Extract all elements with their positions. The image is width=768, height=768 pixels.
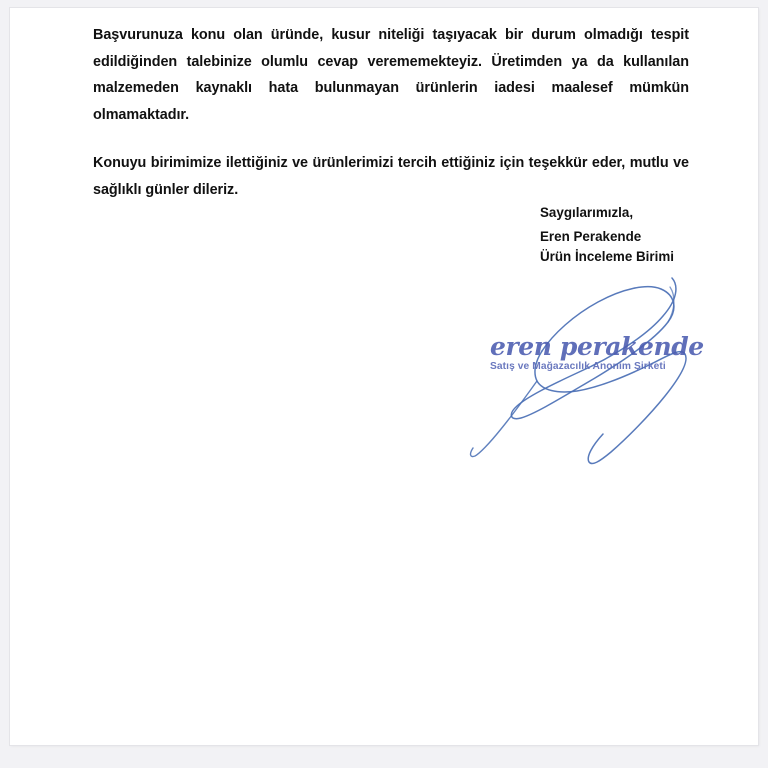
closing-department: Ürün İnceleme Birimi <box>540 248 674 264</box>
stamp-subtitle: Satış ve Mağazacılık Anonim Şirketi <box>490 361 666 372</box>
signature-area <box>465 266 715 481</box>
closing-salutation: Saygılarımızla, <box>540 205 634 220</box>
paragraph-1: Başvurunuza konu olan üründe, kusur niteliği taşıyacak bir durum olmadığı tespit edildiğinden talebinize olumlu cevap verememekteyiz. Üretimden ya da kullanılan malzemeden kaynaklı hata bulunmayan ürünlerin iadesi maalesef mümkün olmamaktadır. <box>93 27 689 123</box>
closing-company-name: Eren Perakende <box>540 229 642 244</box>
closing-block <box>457 203 757 266</box>
stamp-wordmark: eren perakende <box>490 332 704 361</box>
document-page <box>10 8 758 745</box>
letter-body <box>93 22 689 204</box>
paragraph-2: Konuyu birimimize ilettiğiniz ve ürünlerimizi tercih ettiğiniz için teşekkür eder, mutlu ve sağlıklı günler dileriz. <box>93 155 689 198</box>
handwritten-signature-icon <box>465 266 715 481</box>
